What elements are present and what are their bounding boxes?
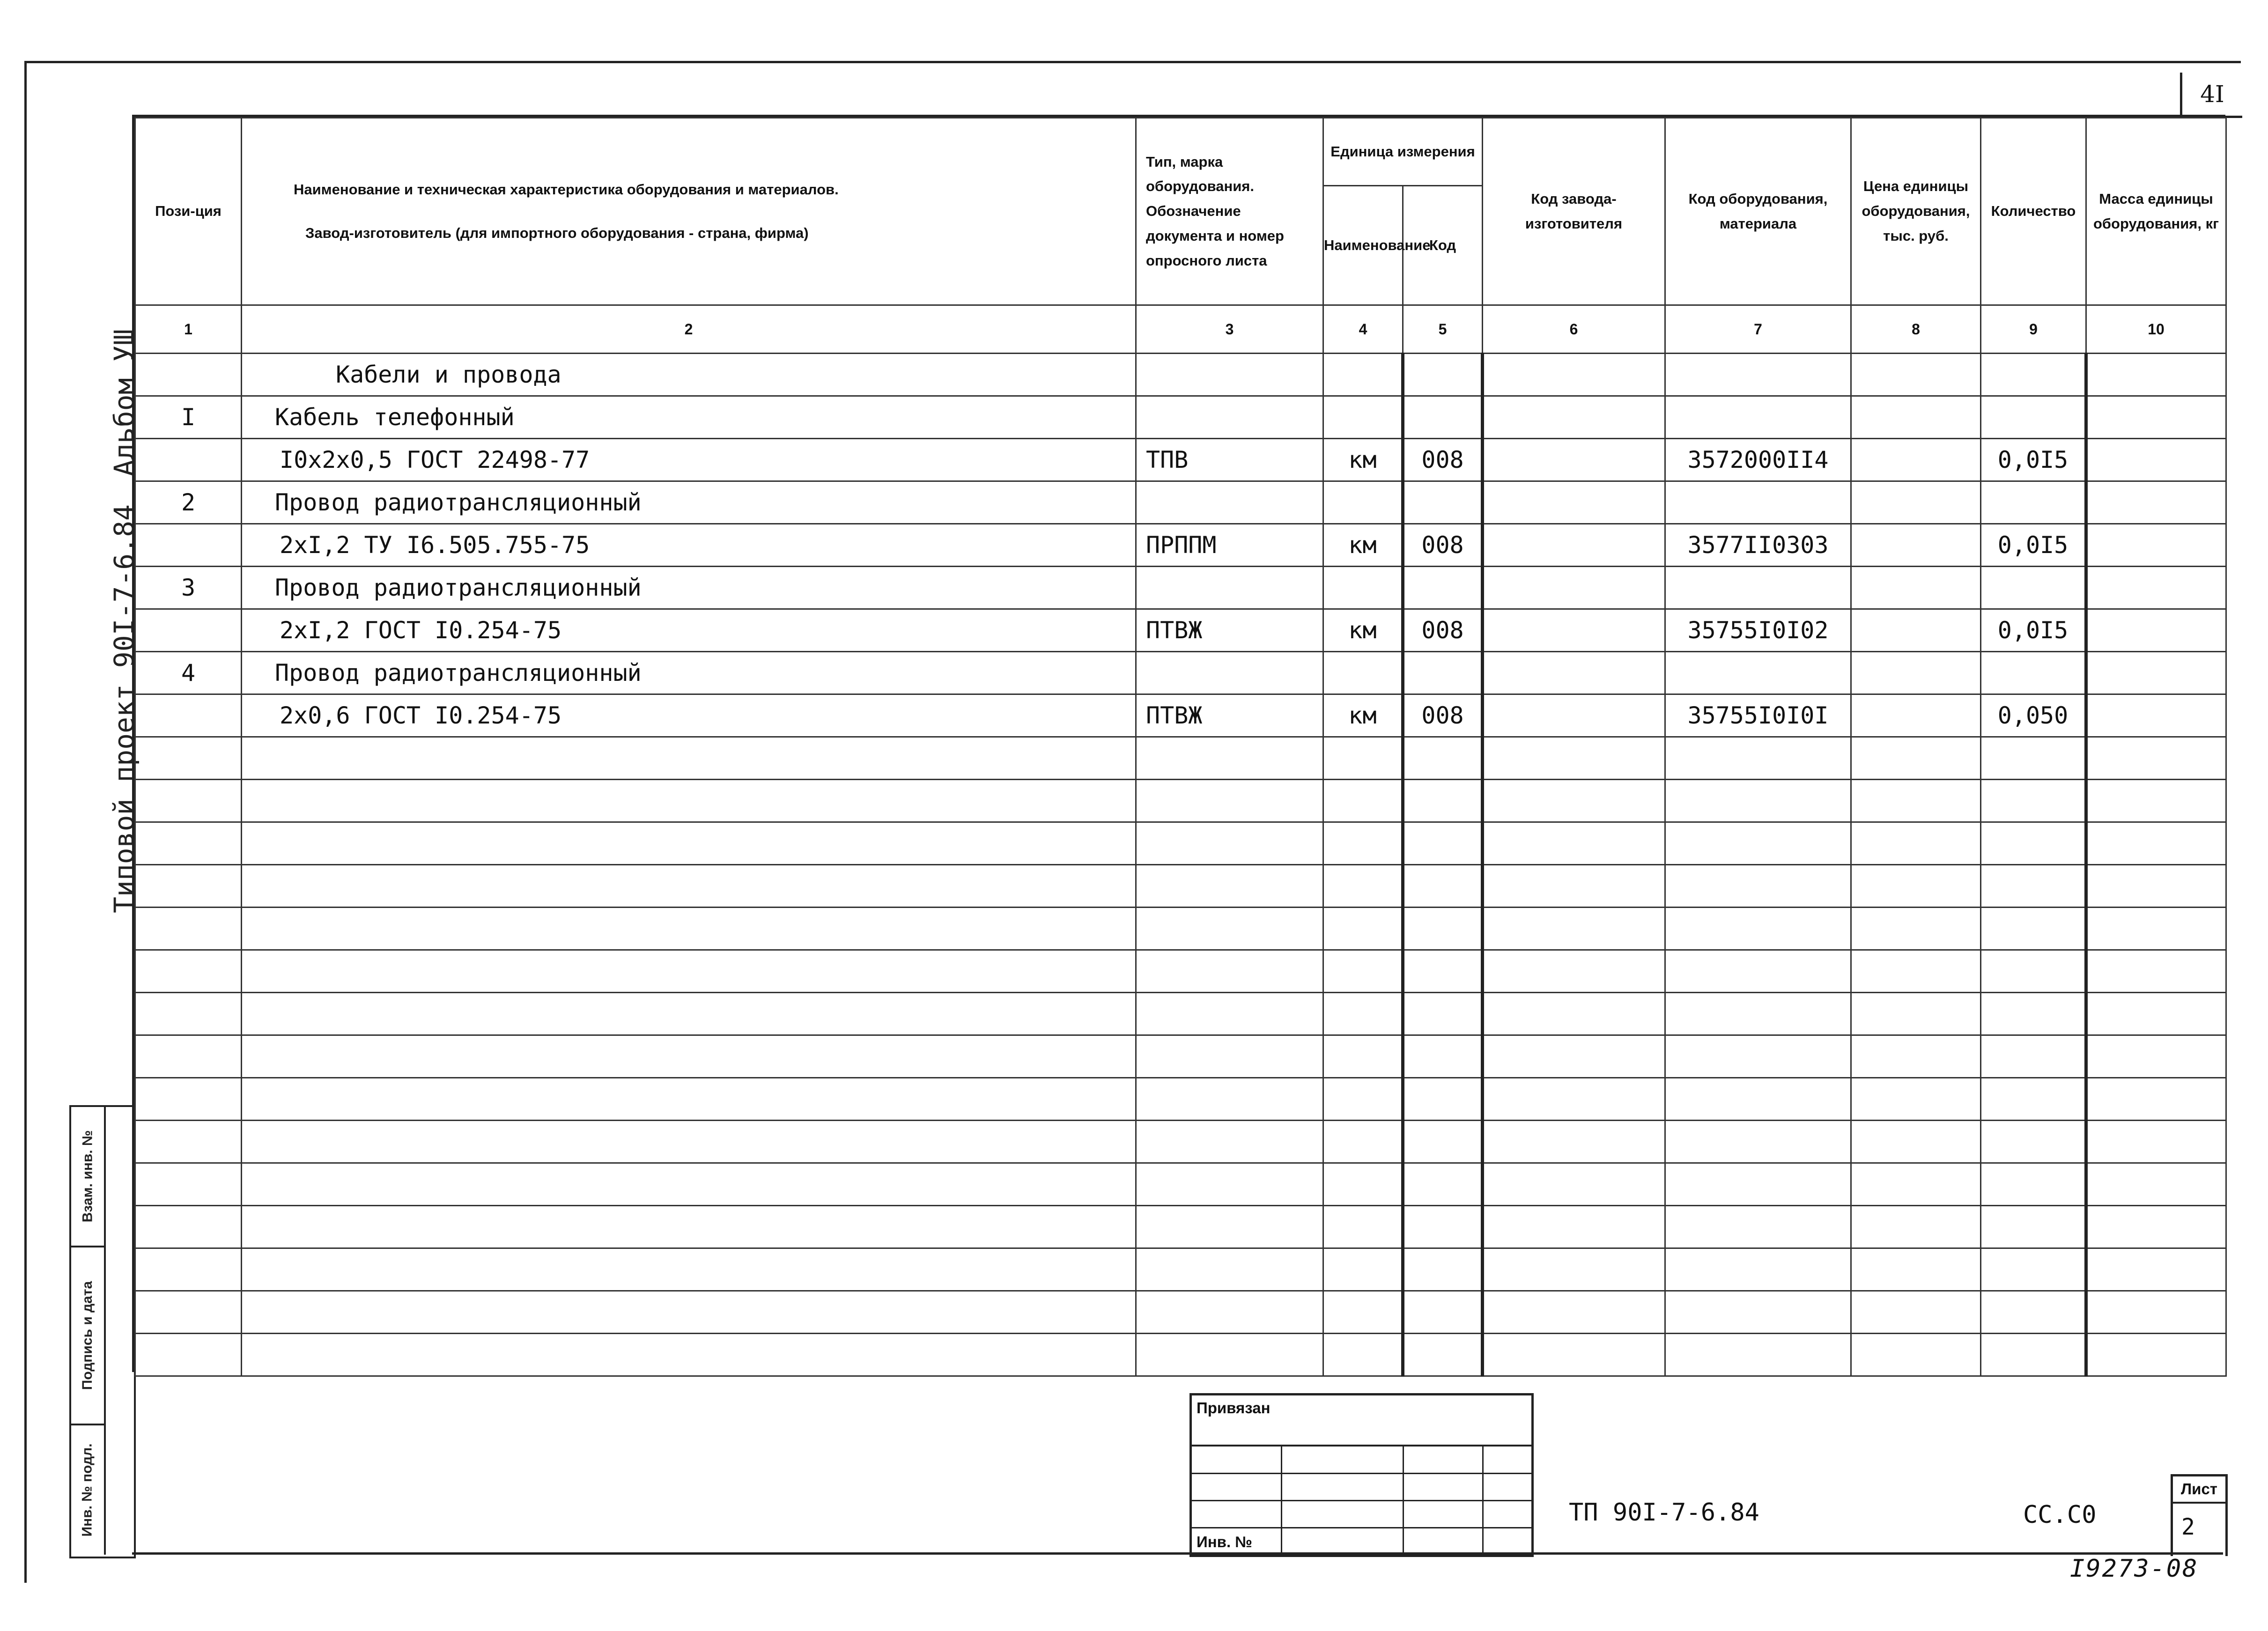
empty-table-row: [135, 780, 2226, 822]
cell-price: [1851, 1291, 1981, 1334]
cell-position: [135, 1206, 242, 1248]
cell-mass: [2086, 1291, 2226, 1334]
cell-name: [242, 1248, 1136, 1291]
cell-unit: [1323, 1291, 1403, 1334]
empty-table-row: [135, 737, 2226, 780]
cell-price: [1851, 908, 1981, 950]
stamp-cell-signature: Подпись и дата: [71, 1247, 104, 1425]
cell-price: [1851, 524, 1981, 567]
cell-mass: [2086, 396, 2226, 439]
cell-type: [1136, 1121, 1323, 1163]
cell-price: [1851, 354, 1981, 396]
header-maker-code: Код завода-изготовителя: [1483, 118, 1665, 305]
cell-maker-code: [1483, 1206, 1665, 1248]
empty-table-row: [135, 1078, 2226, 1121]
side-stamp-column: [69, 1105, 136, 1558]
header-price: Цена единицы оборудования, тыс. руб.: [1851, 118, 1981, 305]
cell-unit-code: [1403, 652, 1483, 694]
cell-mass: [2086, 609, 2226, 652]
cell-unit-code: [1403, 993, 1483, 1035]
cell-name: Кабель телефонный: [242, 396, 1136, 439]
table-row: [135, 652, 2226, 694]
cell-type: [1136, 652, 1323, 694]
cell-unit-code: [1403, 1206, 1483, 1248]
stamp-cell-inventory: Инв. № подл.: [80, 1443, 95, 1537]
cell-position: [135, 1035, 242, 1078]
cell-unit: [1323, 950, 1403, 993]
table-row: [135, 354, 2226, 396]
cell-equipment-code: [1665, 908, 1851, 950]
cell-equipment-code: [1665, 1206, 1851, 1248]
cell-name: 2xI,2 ТУ I6.505.755-75: [242, 524, 1136, 567]
cell-unit: [1323, 1163, 1403, 1206]
empty-table-row: [135, 1121, 2226, 1163]
empty-table-row: [135, 908, 2226, 950]
cell-price: [1851, 439, 1981, 481]
sheet-code: СС.С0: [2023, 1501, 2097, 1529]
cell-position: [135, 1334, 242, 1376]
cell-unit: [1323, 737, 1403, 780]
cell-mass: [2086, 908, 2226, 950]
cell-position: [135, 1078, 242, 1121]
empty-table-row: [135, 1334, 2226, 1376]
page-number: 4I: [2180, 73, 2242, 118]
cell-unit-code: [1403, 354, 1483, 396]
cell-equipment-code: [1665, 780, 1851, 822]
cell-unit: [1323, 567, 1403, 609]
cell-unit: [1323, 1334, 1403, 1376]
cell-quantity: [1981, 1206, 2086, 1248]
cell-mass: [2086, 1078, 2226, 1121]
header-mass: Масса единицы оборудования, кг: [2086, 118, 2226, 305]
cell-type: [1136, 1206, 1323, 1248]
cell-price: [1851, 1206, 1981, 1248]
cell-unit-code: [1403, 780, 1483, 822]
cell-unit-code: [1403, 1291, 1483, 1334]
empty-table-row: [135, 1163, 2226, 1206]
cell-unit: [1323, 865, 1403, 908]
cell-maker-code: [1483, 737, 1665, 780]
stamp-cell-replace: Взам. инв. №: [71, 1107, 104, 1247]
cell-name: Провод радиотрансляционный: [242, 481, 1136, 524]
cell-type: [1136, 354, 1323, 396]
cell-name: [242, 737, 1136, 780]
header-unit-name: Наименование: [1323, 186, 1403, 305]
cell-equipment-code: 35755I0I02: [1665, 609, 1851, 652]
cell-quantity: [1981, 1121, 2086, 1163]
cell-maker-code: [1483, 993, 1665, 1035]
cell-unit-code: 008: [1403, 439, 1483, 481]
cell-quantity: [1981, 354, 2086, 396]
cell-maker-code: [1483, 694, 1665, 737]
sheet-number-box: [2171, 1474, 2228, 1556]
header-unit-code: Код: [1403, 186, 1483, 305]
cell-name: Провод радиотрансляционный: [242, 652, 1136, 694]
cell-position: [135, 1121, 242, 1163]
cell-unit: [1323, 908, 1403, 950]
cell-quantity: [1981, 1163, 2086, 1206]
side-album: Альбом УШ: [108, 329, 140, 477]
column-number-row: 1 2 3 4 5 6 7 8 9 10: [135, 305, 2226, 354]
cell-unit: [1323, 822, 1403, 865]
cell-quantity: [1981, 993, 2086, 1035]
header-type: Тип, марка оборудования. Обозначение документа и номер опросного листа: [1136, 118, 1323, 305]
cell-maker-code: [1483, 1163, 1665, 1206]
table-body: [135, 354, 2226, 1376]
cell-equipment-code: [1665, 1035, 1851, 1078]
cell-price: [1851, 1248, 1981, 1291]
cell-mass: [2086, 439, 2226, 481]
cell-type: [1136, 737, 1323, 780]
cell-type: [1136, 567, 1323, 609]
cell-name: I0x2x0,5 ГОСТ 22498-77: [242, 439, 1136, 481]
cell-maker-code: [1483, 439, 1665, 481]
cell-maker-code: [1483, 1078, 1665, 1121]
header-quantity: Количество: [1981, 118, 2086, 305]
cell-name: [242, 1334, 1136, 1376]
cell-quantity: 0,050: [1981, 694, 2086, 737]
cell-maker-code: [1483, 481, 1665, 524]
cell-mass: [2086, 1121, 2226, 1163]
cell-type: [1136, 1248, 1323, 1291]
cell-name: [242, 822, 1136, 865]
cell-equipment-code: [1665, 950, 1851, 993]
header-equipment-code: Код оборудования, материала: [1665, 118, 1851, 305]
cell-maker-code: [1483, 1334, 1665, 1376]
cell-unit: [1323, 481, 1403, 524]
table-row: [135, 396, 2226, 439]
cell-unit: км: [1323, 694, 1403, 737]
cell-name: [242, 1035, 1136, 1078]
cell-quantity: [1981, 950, 2086, 993]
cell-type: ПТВЖ: [1136, 694, 1323, 737]
cell-maker-code: [1483, 822, 1665, 865]
cell-quantity: [1981, 567, 2086, 609]
cell-type: [1136, 1078, 1323, 1121]
cell-unit: [1323, 993, 1403, 1035]
cell-type: [1136, 993, 1323, 1035]
cell-type: [1136, 396, 1323, 439]
cell-unit-code: [1403, 822, 1483, 865]
inventory-number-label: Инв. №: [1197, 1533, 1253, 1550]
cell-name: [242, 993, 1136, 1035]
cell-position: [135, 950, 242, 993]
cell-unit-code: [1403, 950, 1483, 993]
table-row: [135, 609, 2226, 652]
cell-position: [135, 1248, 242, 1291]
cell-type: ПТВЖ: [1136, 609, 1323, 652]
cell-mass: [2086, 865, 2226, 908]
cell-quantity: [1981, 908, 2086, 950]
cell-quantity: 0,0I5: [1981, 609, 2086, 652]
specification-table-frame: [132, 115, 2225, 1372]
cell-unit-code: [1403, 1078, 1483, 1121]
cell-maker-code: [1483, 950, 1665, 993]
cell-unit-code: 008: [1403, 524, 1483, 567]
empty-table-row: [135, 1206, 2226, 1248]
cell-quantity: [1981, 1078, 2086, 1121]
cell-unit: [1323, 1121, 1403, 1163]
cell-position: 4: [135, 652, 242, 694]
cell-type: [1136, 822, 1323, 865]
cell-quantity: [1981, 481, 2086, 524]
cell-quantity: [1981, 1035, 2086, 1078]
cell-price: [1851, 481, 1981, 524]
cell-maker-code: [1483, 865, 1665, 908]
cell-equipment-code: [1665, 1121, 1851, 1163]
sheet-frame-top: [26, 61, 2241, 63]
cell-unit: км: [1323, 609, 1403, 652]
cell-unit-code: [1403, 1121, 1483, 1163]
cell-unit-code: [1403, 1334, 1483, 1376]
cell-equipment-code: [1665, 354, 1851, 396]
cell-price: [1851, 1163, 1981, 1206]
cell-price: [1851, 865, 1981, 908]
binding-label: Привязан: [1197, 1399, 1271, 1417]
cell-maker-code: [1483, 908, 1665, 950]
cell-equipment-code: [1665, 396, 1851, 439]
cell-mass: [2086, 694, 2226, 737]
cell-position: [135, 908, 242, 950]
cell-maker-code: [1483, 1291, 1665, 1334]
cell-quantity: [1981, 652, 2086, 694]
cell-quantity: [1981, 737, 2086, 780]
sheet-number: 2: [2181, 1514, 2195, 1540]
cell-price: [1851, 1334, 1981, 1376]
cell-maker-code: [1483, 780, 1665, 822]
cell-type: [1136, 1035, 1323, 1078]
cell-price: [1851, 822, 1981, 865]
cell-mass: [2086, 567, 2226, 609]
cell-equipment-code: [1665, 1248, 1851, 1291]
cell-name: [242, 1121, 1136, 1163]
cell-maker-code: [1483, 567, 1665, 609]
cell-unit: [1323, 652, 1403, 694]
cell-mass: [2086, 1334, 2226, 1376]
cell-price: [1851, 694, 1981, 737]
cell-mass: [2086, 822, 2226, 865]
cell-equipment-code: [1665, 1334, 1851, 1376]
header-name: Наименование и техническая характеристика оборудования и материалов. Завод-изготовитель (для импортного оборудования - страна, фирма): [242, 118, 1136, 305]
cell-price: [1851, 396, 1981, 439]
cell-quantity: [1981, 865, 2086, 908]
cell-maker-code: [1483, 652, 1665, 694]
cell-type: [1136, 1334, 1323, 1376]
cell-equipment-code: [1665, 865, 1851, 908]
cell-mass: [2086, 950, 2226, 993]
cell-unit-code: [1403, 908, 1483, 950]
cell-mass: [2086, 993, 2226, 1035]
header-position: Пози-ция: [135, 118, 242, 305]
header-unit-group: Единица измерения: [1323, 118, 1483, 186]
cell-unit: км: [1323, 524, 1403, 567]
cell-quantity: 0,0I5: [1981, 439, 2086, 481]
binding-stamp: [1189, 1393, 1534, 1557]
cell-position: 3: [135, 567, 242, 609]
cell-equipment-code: [1665, 1078, 1851, 1121]
cell-maker-code: [1483, 1035, 1665, 1078]
cell-name: [242, 1291, 1136, 1334]
cell-mass: [2086, 354, 2226, 396]
cell-mass: [2086, 1248, 2226, 1291]
cell-quantity: [1981, 1334, 2086, 1376]
sheet-frame-left: [24, 61, 27, 1583]
cell-type: [1136, 481, 1323, 524]
cell-equipment-code: [1665, 652, 1851, 694]
cell-unit-code: 008: [1403, 694, 1483, 737]
cell-unit: км: [1323, 439, 1403, 481]
cell-unit-code: [1403, 396, 1483, 439]
cell-type: [1136, 865, 1323, 908]
cell-mass: [2086, 1206, 2226, 1248]
cell-price: [1851, 1121, 1981, 1163]
cell-position: [135, 822, 242, 865]
cell-mass: [2086, 481, 2226, 524]
cell-unit-code: [1403, 865, 1483, 908]
cell-position: [135, 780, 242, 822]
cell-mass: [2086, 780, 2226, 822]
cell-unit: [1323, 1078, 1403, 1121]
cell-mass: [2086, 737, 2226, 780]
cell-quantity: [1981, 396, 2086, 439]
cell-price: [1851, 780, 1981, 822]
cell-quantity: [1981, 1248, 2086, 1291]
cell-unit-code: [1403, 567, 1483, 609]
sheet-label: Лист: [2173, 1476, 2225, 1504]
cell-equipment-code: [1665, 481, 1851, 524]
empty-table-row: [135, 1248, 2226, 1291]
cell-unit-code: [1403, 481, 1483, 524]
cell-maker-code: [1483, 1248, 1665, 1291]
cell-position: [135, 1291, 242, 1334]
cell-mass: [2086, 524, 2226, 567]
cell-name: [242, 908, 1136, 950]
archive-number: I9273-08: [2070, 1555, 2199, 1583]
cell-position: [135, 737, 242, 780]
cell-unit: [1323, 1248, 1403, 1291]
table-row: [135, 439, 2226, 481]
cell-position: [135, 439, 242, 481]
cell-name: [242, 1078, 1136, 1121]
cell-quantity: [1981, 780, 2086, 822]
cell-position: 2: [135, 481, 242, 524]
cell-equipment-code: [1665, 822, 1851, 865]
cell-position: I: [135, 396, 242, 439]
cell-name: [242, 780, 1136, 822]
empty-table-row: [135, 993, 2226, 1035]
cell-maker-code: [1483, 524, 1665, 567]
cell-mass: [2086, 1163, 2226, 1206]
cell-equipment-code: 3572000II4: [1665, 439, 1851, 481]
cell-name: [242, 1206, 1136, 1248]
cell-position: [135, 609, 242, 652]
cell-type: [1136, 908, 1323, 950]
cell-type: [1136, 780, 1323, 822]
cell-type: [1136, 950, 1323, 993]
cell-mass: [2086, 652, 2226, 694]
cell-type: ТПВ: [1136, 439, 1323, 481]
cell-type: [1136, 1291, 1323, 1334]
cell-name: Провод радиотрансляционный: [242, 567, 1136, 609]
cell-name: 2xI,2 ГОСТ I0.254-75: [242, 609, 1136, 652]
cell-equipment-code: [1665, 737, 1851, 780]
cell-type: [1136, 1163, 1323, 1206]
cell-quantity: 0,0I5: [1981, 524, 2086, 567]
cell-position: [135, 1163, 242, 1206]
cell-type: ПРППМ: [1136, 524, 1323, 567]
cell-name: 2x0,6 ГОСТ I0.254-75: [242, 694, 1136, 737]
cell-price: [1851, 737, 1981, 780]
cell-position: [135, 993, 242, 1035]
cell-price: [1851, 652, 1981, 694]
cell-unit-code: 008: [1403, 609, 1483, 652]
cell-equipment-code: 35755I0I0I: [1665, 694, 1851, 737]
specification-table: [134, 117, 2227, 1377]
cell-price: [1851, 567, 1981, 609]
cell-position: [135, 694, 242, 737]
empty-table-row: [135, 1291, 2226, 1334]
cell-quantity: [1981, 822, 2086, 865]
cell-unit: [1323, 1206, 1403, 1248]
cell-name: [242, 865, 1136, 908]
cell-name: [242, 950, 1136, 993]
table-row: [135, 481, 2226, 524]
cell-quantity: [1981, 1291, 2086, 1334]
cell-position: [135, 524, 242, 567]
cell-position: [135, 865, 242, 908]
cell-unit-code: [1403, 1248, 1483, 1291]
document-code: ТП 90I-7-6.84: [1569, 1498, 1759, 1527]
side-project-title: Типовой проект 90I-7-6.84: [108, 504, 140, 913]
cell-equipment-code: 3577II0303: [1665, 524, 1851, 567]
cell-unit-code: [1403, 1035, 1483, 1078]
cell-price: [1851, 950, 1981, 993]
cell-unit: [1323, 1035, 1403, 1078]
cell-price: [1851, 1078, 1981, 1121]
cell-unit-code: [1403, 1163, 1483, 1206]
empty-table-row: [135, 1035, 2226, 1078]
cell-maker-code: [1483, 396, 1665, 439]
cell-equipment-code: [1665, 993, 1851, 1035]
empty-table-row: [135, 865, 2226, 908]
cell-unit: [1323, 780, 1403, 822]
cell-maker-code: [1483, 609, 1665, 652]
table-row: [135, 567, 2226, 609]
cell-maker-code: [1483, 354, 1665, 396]
cell-unit-code: [1403, 737, 1483, 780]
cell-mass: [2086, 1035, 2226, 1078]
cell-name: Кабели и провода: [242, 354, 1136, 396]
table-row: [135, 694, 2226, 737]
empty-table-row: [135, 822, 2226, 865]
cell-equipment-code: [1665, 567, 1851, 609]
stamp-divider: [104, 1107, 106, 1555]
sheet-bottom-line: [132, 1552, 2223, 1555]
cell-price: [1851, 1035, 1981, 1078]
cell-position: [135, 354, 242, 396]
table-row: [135, 524, 2226, 567]
cell-price: [1851, 609, 1981, 652]
cell-name: [242, 1163, 1136, 1206]
cell-equipment-code: [1665, 1291, 1851, 1334]
cell-equipment-code: [1665, 1163, 1851, 1206]
cell-unit: [1323, 396, 1403, 439]
empty-table-row: [135, 950, 2226, 993]
cell-price: [1851, 993, 1981, 1035]
cell-unit: [1323, 354, 1403, 396]
cell-maker-code: [1483, 1121, 1665, 1163]
